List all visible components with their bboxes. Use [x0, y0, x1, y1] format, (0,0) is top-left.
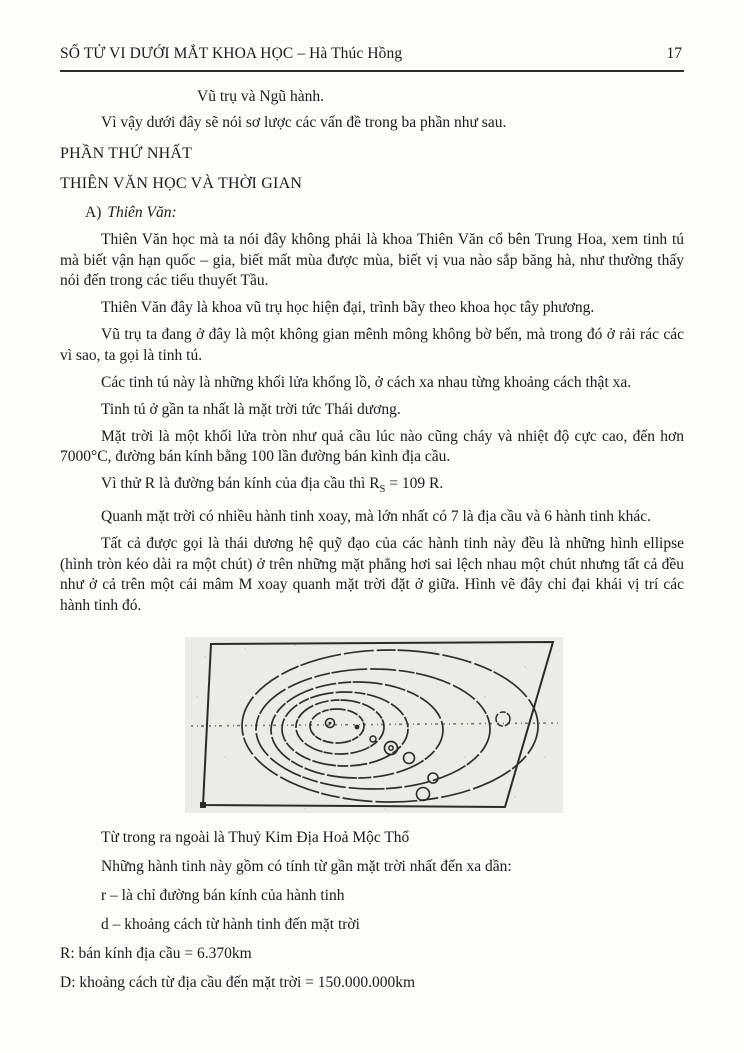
formula-paragraph	[60, 474, 684, 501]
body-paragraph: Tinh tú ở gần ta nhất là mặt trời tức Thái dương.	[101, 400, 401, 418]
planet-dot	[355, 725, 360, 730]
subsection-heading	[85, 203, 684, 224]
running-title: SỐ TỬ VI DƯỚI MẮT KHOA HỌC – Hà Thúc Hồng	[60, 45, 403, 62]
sun-symbol	[326, 719, 335, 728]
intro-paragraph: Vì vậy dưới đây sẽ nói sơ lược các vấn đề trong ba phần như sau.	[101, 113, 507, 131]
planet-circle	[370, 736, 376, 742]
planet-circle	[404, 753, 415, 764]
formula-text-before: Vì thử R là đường bán kính của địa cầu thì R	[101, 475, 380, 492]
planet-circle	[428, 773, 438, 783]
constant-line-earth-sun-distance: D: khoảng cách từ địa cầu đến mặt trời = 150.000.000km	[60, 974, 416, 992]
formula-subscript: S	[379, 484, 386, 496]
planet-circle	[417, 788, 430, 801]
body-paragraph: Vũ trụ ta đang ở đây là một không gian mênh mông không bờ bến, mà trong đó ở rải rác các vì sao, ta gọi là tinh tú.	[60, 326, 684, 364]
constant-line-earth-radius: R: bán kính địa cầu = 6.370km	[60, 945, 252, 963]
part-heading: PHẦN THỨ NHẤT	[60, 145, 193, 162]
figure-caption-line: Từ trong ra ngoài là Thuỷ Kim Địa Hoả Mộc Thổ	[101, 829, 410, 847]
solar-system-figure	[185, 637, 563, 813]
body-paragraph: Tất cả được gọi là thái dương hệ quỹ đạo của các hành tinh này đều là những hình ellipse (hình tròn kéo dài ra một chút) ở trên những mặt phẳng hơi sai lệch nhau một chút nhưng tất cả đều như ở cả trên một cái mâm M xoay quanh mặt trời đặt ở giữa. Hình vẽ đây chỉ đại khái vị trí các hành tinh đó.	[60, 535, 684, 614]
orbit-ellipses	[242, 650, 538, 802]
subsection-label: A)	[85, 204, 102, 221]
intro-list-item: Vũ trụ và Ngũ hành.	[197, 88, 324, 105]
planet-list-intro: Những hành tinh này gồm có tính từ gần mặt trời nhất đến xa dần:	[101, 858, 512, 876]
planet-double-circle	[385, 742, 398, 755]
ecliptic-axis-line	[191, 723, 559, 726]
body-paragraph: Các tinh tú này là những khối lửa khổng lồ, ở cách xa nhau từng khoảng cách thật xa.	[101, 373, 632, 391]
body-paragraph: Quanh mặt trời có nhiều hành tinh xoay, mà lớn nhất có 7 là địa cầu và 6 hành tinh khác.	[101, 508, 651, 526]
section-heading: THIÊN VĂN HỌC VÀ THỜI GIAN	[60, 174, 303, 192]
page-number: 17	[666, 45, 682, 62]
corner-blot	[200, 802, 206, 808]
solar-system-orbits-drawing	[185, 637, 563, 813]
definition-line-r: r – là chỉ đường bán kính của hành tinh	[101, 887, 345, 905]
body-paragraph: Thiên Văn đây là khoa vũ trụ học hiện đại, trình bầy theo khoa học tây phương.	[101, 299, 595, 316]
subsection-title: Thiên Văn:	[107, 204, 177, 221]
page-header	[60, 0, 684, 72]
body-paragraph: Mặt trời là một khối lửa tròn như quả cầu lúc nào cũng cháy và nhiệt độ cực cao, đến hơn 7000°C, đường bán kính bằng 100 lần đường bán kình địa cầu.	[60, 427, 684, 465]
definition-line-d: d – khoảng cách từ hành tinh đến mặt trời	[101, 916, 360, 934]
page-body	[60, 87, 684, 994]
body-paragraph: Thiên Văn học mà ta nói đây không phải là khoa Thiên Văn cổ bên Trung Hoa, xem tinh tú mà biết vận hạn quốc – gia, biết mất mùa được mùa, biết vị vua nào sắp băng hà, như thường thấy nói đến trong các tiểu thuyết Tầu.	[60, 231, 684, 289]
formula-text-after: = 109 R.	[385, 475, 444, 492]
